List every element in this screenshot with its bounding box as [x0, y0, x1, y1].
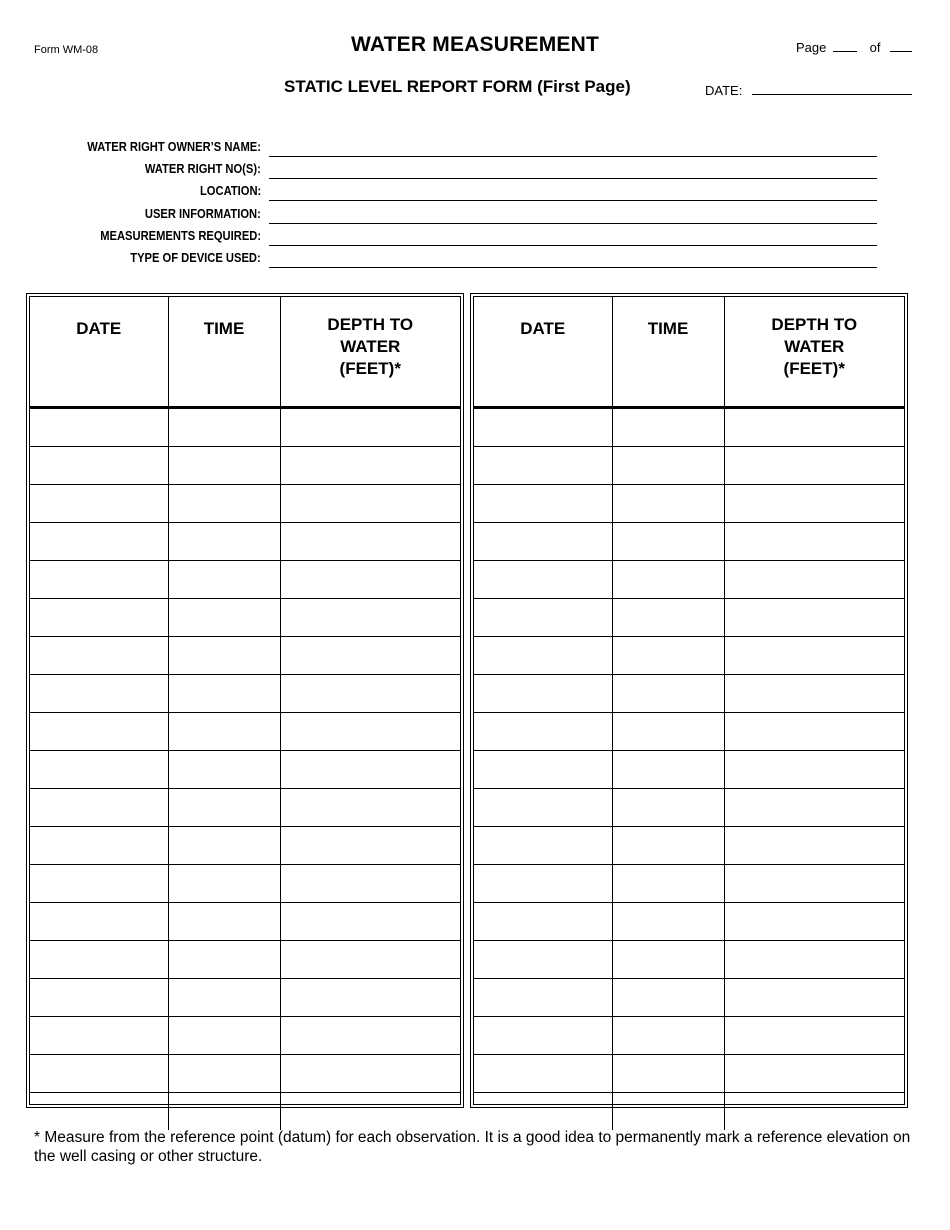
table-row	[474, 675, 904, 713]
depth-cell[interactable]	[280, 1055, 460, 1093]
page-title: WATER MEASUREMENT	[350, 33, 599, 56]
measurement-log-table	[474, 297, 904, 1130]
page-label: Page	[796, 40, 827, 55]
table-row	[30, 903, 460, 941]
info-label: MEASUREMENTS REQUIRED:	[100, 228, 261, 243]
date-cell[interactable]	[30, 561, 168, 599]
depth-cell[interactable]	[724, 865, 904, 903]
date-cell[interactable]	[30, 1093, 168, 1131]
date-field[interactable]	[752, 82, 912, 95]
time-cell[interactable]	[168, 599, 280, 637]
info-label: LOCATION:	[199, 183, 261, 198]
date-cell[interactable]	[30, 979, 168, 1017]
depth-cell[interactable]	[724, 751, 904, 789]
time-cell[interactable]	[612, 865, 724, 903]
depth-cell[interactable]	[280, 1017, 460, 1055]
time-cell[interactable]	[612, 979, 724, 1017]
depth-cell[interactable]	[724, 599, 904, 637]
time-cell[interactable]	[168, 561, 280, 599]
location-field[interactable]	[269, 200, 877, 201]
footnote: * Measure from the reference point (datum) for each observation. It is a good idea to permanently mark a reference elevation on the well casing or other structure.	[34, 1129, 911, 1165]
table-row	[30, 789, 460, 827]
date-cell[interactable]	[474, 447, 612, 485]
measurement-table-left	[26, 293, 464, 1108]
table-row	[474, 827, 904, 865]
table-body	[30, 408, 460, 1131]
time-cell[interactable]	[168, 903, 280, 941]
table-row	[474, 561, 904, 599]
table-row	[474, 941, 904, 979]
date-cell[interactable]	[30, 827, 168, 865]
depth-header-line: DEPTH TO	[327, 315, 414, 334]
depth-cell[interactable]	[724, 1055, 904, 1093]
date-cell[interactable]	[30, 903, 168, 941]
time-cell[interactable]	[168, 447, 280, 485]
depth-cell[interactable]	[280, 713, 460, 751]
info-row-location	[0, 181, 877, 203]
time-cell[interactable]	[168, 675, 280, 713]
form-subtitle: STATIC LEVEL REPORT FORM (First Page)	[284, 77, 631, 96]
depth-cell[interactable]	[280, 561, 460, 599]
date-cell[interactable]	[474, 1093, 612, 1131]
table-body	[474, 408, 904, 1131]
date-cell[interactable]	[474, 903, 612, 941]
table-row	[30, 675, 460, 713]
time-cell[interactable]	[168, 941, 280, 979]
table-row	[474, 637, 904, 675]
depth-cell[interactable]	[724, 675, 904, 713]
measurements-required-field[interactable]	[269, 245, 877, 246]
date-cell[interactable]	[474, 637, 612, 675]
time-cell[interactable]	[612, 485, 724, 523]
depth-header-line: WATER	[340, 337, 401, 356]
depth-cell[interactable]	[724, 789, 904, 827]
depth-cell[interactable]	[280, 447, 460, 485]
column-header-time: TIME	[612, 297, 724, 408]
depth-cell[interactable]	[724, 637, 904, 675]
table-row	[30, 1017, 460, 1055]
date-cell[interactable]	[30, 865, 168, 903]
depth-cell[interactable]	[280, 941, 460, 979]
time-cell[interactable]	[612, 523, 724, 561]
depth-cell[interactable]	[280, 751, 460, 789]
depth-header-line: (FEET)*	[339, 359, 401, 378]
table-row	[30, 523, 460, 561]
date-cell[interactable]	[30, 599, 168, 637]
depth-cell[interactable]	[280, 408, 460, 447]
time-cell[interactable]	[612, 827, 724, 865]
table-row	[30, 1093, 460, 1131]
table-row	[474, 447, 904, 485]
time-cell[interactable]	[168, 827, 280, 865]
column-header-depth-to-water	[724, 297, 904, 408]
table-row	[30, 751, 460, 789]
time-cell[interactable]	[612, 447, 724, 485]
date-cell[interactable]	[474, 561, 612, 599]
depth-cell[interactable]	[724, 523, 904, 561]
date-cell[interactable]	[474, 751, 612, 789]
table-row	[30, 1055, 460, 1093]
table-row	[30, 599, 460, 637]
table-row	[474, 751, 904, 789]
depth-cell[interactable]	[280, 485, 460, 523]
date-cell[interactable]	[474, 675, 612, 713]
info-row-user-information	[0, 204, 877, 226]
date-cell[interactable]	[474, 485, 612, 523]
time-cell[interactable]	[612, 1017, 724, 1055]
depth-cell[interactable]	[724, 485, 904, 523]
time-cell[interactable]	[168, 637, 280, 675]
date-cell[interactable]	[30, 713, 168, 751]
depth-cell[interactable]	[724, 713, 904, 751]
depth-cell[interactable]	[724, 447, 904, 485]
info-row-owner-name	[0, 137, 877, 159]
date-cell[interactable]	[474, 827, 612, 865]
depth-cell[interactable]	[280, 789, 460, 827]
time-cell[interactable]	[612, 1055, 724, 1093]
depth-cell[interactable]	[724, 903, 904, 941]
table-row	[474, 408, 904, 447]
info-label: WATER RIGHT OWNER’S NAME:	[87, 139, 261, 154]
page-counter	[796, 39, 912, 55]
date-cell[interactable]	[30, 789, 168, 827]
table-row	[30, 485, 460, 523]
depth-cell[interactable]	[280, 865, 460, 903]
column-header-depth-to-water	[280, 297, 460, 408]
column-header-time: TIME	[168, 297, 280, 408]
table-row	[474, 865, 904, 903]
info-label: WATER RIGHT NO(S):	[145, 161, 261, 176]
table-row	[30, 827, 460, 865]
depth-cell[interactable]	[280, 523, 460, 561]
date-cell[interactable]	[474, 941, 612, 979]
header-date	[705, 82, 912, 98]
depth-cell[interactable]	[280, 637, 460, 675]
time-cell[interactable]	[612, 713, 724, 751]
depth-cell[interactable]	[280, 979, 460, 1017]
info-label: USER INFORMATION:	[145, 206, 261, 221]
time-cell[interactable]	[168, 1093, 280, 1131]
date-cell[interactable]	[474, 713, 612, 751]
of-label: of	[869, 40, 881, 55]
table-row	[30, 561, 460, 599]
water-right-numbers-field[interactable]	[269, 178, 877, 179]
depth-cell[interactable]	[724, 408, 904, 447]
date-cell[interactable]	[474, 865, 612, 903]
table-row	[30, 637, 460, 675]
date-cell[interactable]	[30, 523, 168, 561]
time-cell[interactable]	[168, 751, 280, 789]
column-header-date: DATE	[474, 297, 612, 408]
date-cell[interactable]	[474, 979, 612, 1017]
measurement-log-table	[30, 297, 460, 1130]
depth-cell[interactable]	[280, 903, 460, 941]
table-row	[474, 1055, 904, 1093]
table-row	[30, 713, 460, 751]
table-row	[474, 1017, 904, 1055]
table-row	[474, 523, 904, 561]
date-cell[interactable]	[474, 408, 612, 447]
info-row-device-type	[0, 248, 877, 270]
time-cell[interactable]	[612, 408, 724, 447]
column-header-date: DATE	[30, 297, 168, 408]
time-cell[interactable]	[168, 523, 280, 561]
depth-header-line: (FEET)*	[783, 359, 845, 378]
date-cell[interactable]	[30, 751, 168, 789]
date-cell[interactable]	[474, 523, 612, 561]
date-cell[interactable]	[30, 447, 168, 485]
time-cell[interactable]	[168, 789, 280, 827]
date-cell[interactable]	[30, 408, 168, 447]
time-cell[interactable]	[168, 1017, 280, 1055]
date-cell[interactable]	[30, 941, 168, 979]
table-row	[30, 941, 460, 979]
depth-cell[interactable]	[724, 561, 904, 599]
info-label: TYPE OF DEVICE USED:	[130, 250, 261, 265]
table-row	[30, 447, 460, 485]
time-cell[interactable]	[168, 713, 280, 751]
time-cell[interactable]	[612, 599, 724, 637]
time-cell[interactable]	[612, 637, 724, 675]
device-type-field[interactable]	[269, 267, 877, 268]
table-row	[30, 979, 460, 1017]
date-cell[interactable]	[30, 485, 168, 523]
measurement-table-right	[470, 293, 908, 1108]
depth-cell[interactable]	[724, 941, 904, 979]
table-row	[474, 903, 904, 941]
time-cell[interactable]	[612, 941, 724, 979]
date-cell[interactable]	[30, 1055, 168, 1093]
page-number-field[interactable]	[833, 39, 857, 52]
time-cell[interactable]	[612, 789, 724, 827]
table-row	[474, 599, 904, 637]
user-information-field[interactable]	[269, 223, 877, 224]
date-cell[interactable]	[474, 1055, 612, 1093]
depth-cell[interactable]	[280, 599, 460, 637]
date-cell[interactable]	[30, 1017, 168, 1055]
form-id: Form WM-08	[34, 44, 99, 56]
table-row	[30, 408, 460, 447]
owner-name-field[interactable]	[269, 156, 877, 157]
time-cell[interactable]	[612, 903, 724, 941]
date-cell[interactable]	[30, 637, 168, 675]
depth-cell[interactable]	[280, 1093, 460, 1131]
time-cell[interactable]	[168, 979, 280, 1017]
date-cell[interactable]	[474, 599, 612, 637]
info-row-measurements-required	[0, 226, 877, 248]
date-cell[interactable]	[474, 1017, 612, 1055]
info-row-water-right-numbers	[0, 159, 877, 181]
time-cell[interactable]	[168, 865, 280, 903]
date-cell[interactable]	[30, 675, 168, 713]
table-row	[474, 713, 904, 751]
time-cell[interactable]	[168, 1055, 280, 1093]
depth-header-line: WATER	[784, 337, 845, 356]
table-row	[474, 789, 904, 827]
depth-cell[interactable]	[724, 1017, 904, 1055]
time-cell[interactable]	[612, 751, 724, 789]
depth-cell[interactable]	[724, 827, 904, 865]
depth-cell[interactable]	[280, 675, 460, 713]
depth-cell[interactable]	[280, 827, 460, 865]
date-cell[interactable]	[474, 789, 612, 827]
time-cell[interactable]	[612, 561, 724, 599]
table-row	[474, 485, 904, 523]
time-cell[interactable]	[612, 1093, 724, 1131]
table-row	[30, 865, 460, 903]
table-row	[474, 979, 904, 1017]
time-cell[interactable]	[168, 408, 280, 447]
page-total-field[interactable]	[890, 39, 912, 52]
time-cell[interactable]	[612, 675, 724, 713]
depth-header-line: DEPTH TO	[771, 315, 858, 334]
table-row	[474, 1093, 904, 1131]
depth-cell[interactable]	[724, 1093, 904, 1131]
depth-cell[interactable]	[724, 979, 904, 1017]
date-label: DATE:	[705, 83, 743, 98]
time-cell[interactable]	[168, 485, 280, 523]
